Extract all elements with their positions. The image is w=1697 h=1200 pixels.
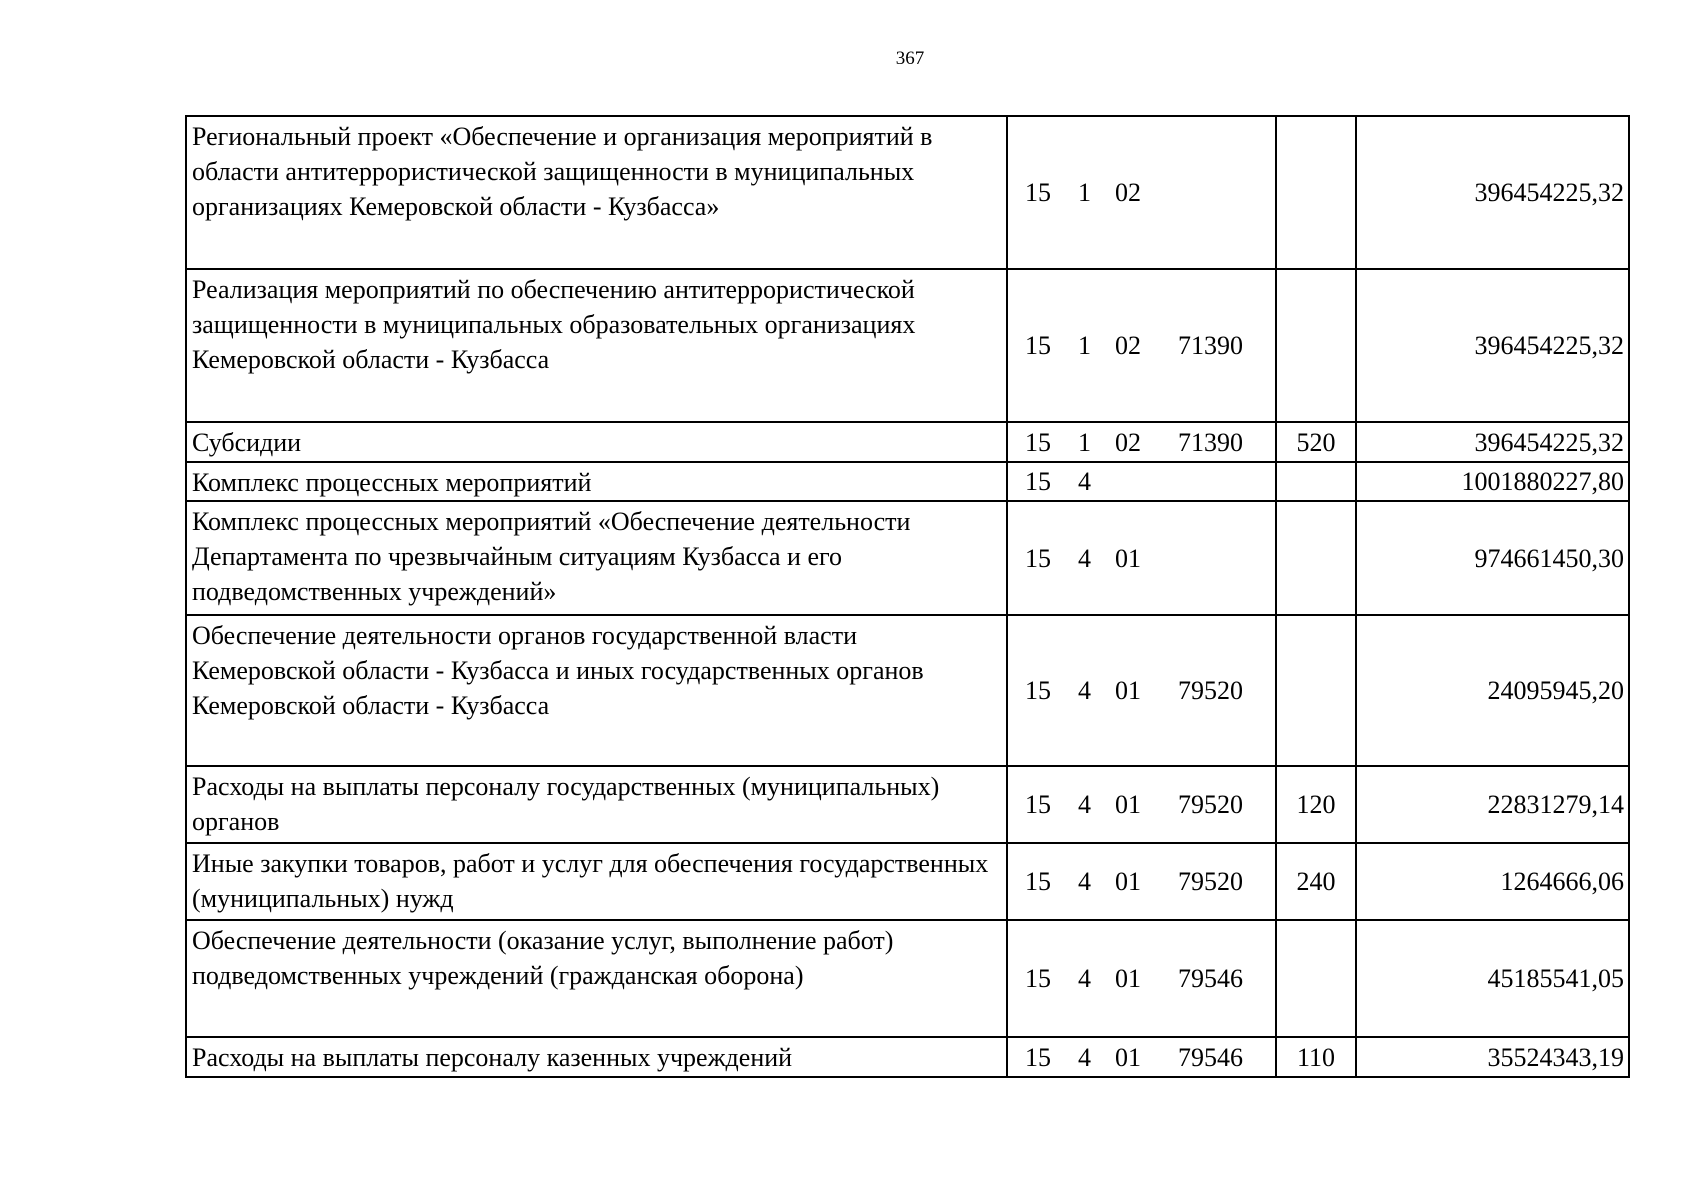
code-subprogram: 1: [1078, 331, 1091, 360]
table-row: [186, 501, 1629, 615]
code-event: 02: [1115, 427, 1141, 457]
code-direction: 79546: [1178, 964, 1243, 993]
amount: 1264666,06: [1356, 843, 1629, 920]
amount: 1001880227,80: [1356, 462, 1629, 501]
row-name: Субсидии: [186, 422, 1007, 462]
amount: 396454225,32: [1356, 116, 1629, 269]
code-subprogram: 4: [1078, 790, 1091, 819]
table-row: [186, 766, 1629, 843]
row-name: Реализация мероприятий по обеспечению антитеррористической защищенности в муниципальных образовательных организациях Кемеровской области - Кузбасса: [186, 269, 1007, 422]
code-subprogram: 1: [1078, 178, 1091, 207]
table-row: [186, 615, 1629, 766]
program-codes: [1007, 116, 1276, 269]
code-direction: 79546: [1178, 1042, 1243, 1072]
program-codes: [1007, 269, 1276, 422]
code-subprogram: 4: [1078, 467, 1091, 496]
program-codes: [1007, 615, 1276, 766]
expense-type: 120: [1276, 766, 1356, 843]
row-name: Обеспечение деятельности (оказание услуг, выполнение работ) подведомственных учреждений (гражданская оборона): [186, 920, 1007, 1037]
amount: 24095945,20: [1356, 615, 1629, 766]
expense-type: 240: [1276, 843, 1356, 920]
program-codes: [1007, 766, 1276, 843]
expense-type: [1276, 462, 1356, 501]
code-program: 15: [1025, 427, 1051, 457]
row-name: Иные закупки товаров, работ и услуг для обеспечения государственных (муниципальных) нужд: [186, 843, 1007, 920]
code-program: 15: [1025, 964, 1051, 993]
amount: 45185541,05: [1356, 920, 1629, 1037]
table-row: [186, 1037, 1629, 1077]
code-program: 15: [1025, 676, 1051, 705]
program-codes: [1007, 843, 1276, 920]
code-event: 02: [1115, 178, 1141, 207]
page-number: 367: [895, 48, 925, 69]
code-direction: 79520: [1178, 867, 1243, 896]
code-program: 15: [1025, 867, 1051, 896]
code-subprogram: 4: [1078, 676, 1091, 705]
expense-type: [1276, 269, 1356, 422]
expense-type: [1276, 501, 1356, 615]
budget-table: [185, 115, 1630, 1078]
program-codes: [1007, 501, 1276, 615]
code-program: 15: [1025, 543, 1051, 573]
table-row: [186, 269, 1629, 422]
code-subprogram: 4: [1078, 964, 1091, 993]
code-direction: 71390: [1178, 427, 1243, 457]
code-subprogram: 4: [1078, 543, 1091, 573]
row-name: Обеспечение деятельности органов государственной власти Кемеровской области - Кузбасса и иных государственных органов Кемеровской области - Кузбасса: [186, 615, 1007, 766]
table-row: [186, 422, 1629, 462]
row-name: Региональный проект «Обеспечение и организация мероприятий в области антитеррористической защищенности в муниципальных организациях Кемеровской области - Кузбасса»: [186, 116, 1007, 269]
expense-type: [1276, 920, 1356, 1037]
program-codes: [1007, 462, 1276, 501]
amount: 22831279,14: [1356, 766, 1629, 843]
program-codes: [1007, 1037, 1276, 1077]
amount: 35524343,19: [1356, 1037, 1629, 1077]
expense-type: [1276, 615, 1356, 766]
table-row: [186, 116, 1629, 269]
code-subprogram: 4: [1078, 867, 1091, 896]
table-row: [186, 843, 1629, 920]
table-row: [186, 462, 1629, 501]
amount: 396454225,32: [1356, 422, 1629, 462]
code-event: 01: [1115, 1042, 1141, 1072]
code-direction: 71390: [1178, 331, 1243, 360]
row-name: Комплекс процессных мероприятий «Обеспечение деятельности Департамента по чрезвычайным ситуациям Кузбасса и его подведомственных учреждений»: [186, 501, 1007, 615]
expense-type: 110: [1276, 1037, 1356, 1077]
code-program: 15: [1025, 178, 1051, 207]
code-program: 15: [1025, 1042, 1051, 1072]
code-program: 15: [1025, 467, 1051, 496]
code-program: 15: [1025, 790, 1051, 819]
code-subprogram: 4: [1078, 1042, 1091, 1072]
code-program: 15: [1025, 331, 1051, 360]
amount: 396454225,32: [1356, 269, 1629, 422]
code-direction: 79520: [1178, 790, 1243, 819]
code-direction: 79520: [1178, 676, 1243, 705]
code-subprogram: 1: [1078, 427, 1091, 457]
code-event: 01: [1115, 964, 1141, 993]
expense-type: [1276, 116, 1356, 269]
code-event: 02: [1115, 331, 1141, 360]
code-event: 01: [1115, 867, 1141, 896]
row-name: Расходы на выплаты персоналу казенных учреждений: [186, 1037, 1007, 1077]
program-codes: [1007, 920, 1276, 1037]
expense-type: 520: [1276, 422, 1356, 462]
program-codes: [1007, 422, 1276, 462]
code-event: 01: [1115, 676, 1141, 705]
table-row: [186, 920, 1629, 1037]
code-event: 01: [1115, 543, 1141, 573]
code-event: 01: [1115, 790, 1141, 819]
row-name: Расходы на выплаты персоналу государственных (муниципальных) органов: [186, 766, 1007, 843]
amount: 974661450,30: [1356, 501, 1629, 615]
row-name: Комплекс процессных мероприятий: [186, 462, 1007, 501]
